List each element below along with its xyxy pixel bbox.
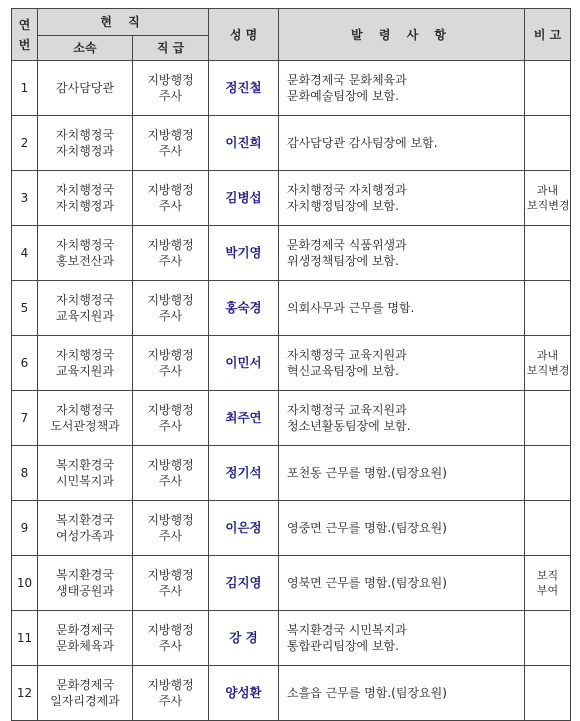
rank-line: 지방행정	[147, 238, 194, 252]
dept-line: 홍보전산과	[56, 254, 114, 268]
rank-line: 지방행정	[147, 623, 194, 637]
rank-line: 주사	[158, 584, 183, 598]
header-serial-no: 연번	[12, 9, 38, 61]
cell-serial-no: 3	[12, 171, 38, 226]
cell-serial-no: 5	[12, 281, 38, 336]
cell-appointment	[279, 611, 525, 666]
cell-note	[525, 611, 571, 666]
order-line: 청소년활동팀장에 보함.	[287, 419, 411, 433]
note-line: 과내	[536, 184, 559, 197]
cell-rank	[133, 666, 209, 721]
cell-serial-no: 10	[12, 556, 38, 611]
dept-line: 자치행정국	[56, 128, 114, 142]
dept-line: 복지환경국	[56, 513, 114, 527]
order-line: 혁신교육팀장에 보함.	[287, 364, 399, 378]
rank-line: 주사	[158, 199, 183, 213]
cell-appointment	[279, 556, 525, 611]
cell-note	[525, 116, 571, 171]
cell-serial-no: 1	[12, 61, 38, 116]
rank-line: 지방행정	[147, 73, 194, 87]
rank-line: 지방행정	[147, 293, 194, 307]
rank-line: 주사	[158, 639, 183, 653]
table-row	[12, 501, 571, 556]
cell-department	[38, 556, 133, 611]
header-rank: 직 급	[133, 36, 209, 61]
cell-department	[38, 446, 133, 501]
note-line: 보직	[536, 569, 559, 582]
cell-serial-no: 9	[12, 501, 38, 556]
rank-line: 지방행정	[147, 458, 194, 472]
cell-note	[525, 336, 571, 391]
cell-department	[38, 281, 133, 336]
cell-appointment	[279, 336, 525, 391]
rank-line: 지방행정	[147, 128, 194, 142]
dept-line: 시민복지과	[56, 474, 114, 488]
note-line: 보직변경	[527, 199, 570, 212]
rank-line: 지방행정	[147, 403, 194, 417]
cell-serial-no: 4	[12, 226, 38, 281]
dept-line: 복지환경국	[56, 568, 114, 582]
header-appointment: 발 령 사 항	[279, 9, 525, 61]
rank-line: 지방행정	[147, 513, 194, 527]
cell-note	[525, 391, 571, 446]
dept-line: 복지환경국	[56, 458, 114, 472]
cell-rank	[133, 501, 209, 556]
header-department: 소속	[38, 36, 133, 61]
note-line: 과내	[536, 349, 559, 362]
order-line: 자치행정국 교육지원과	[287, 403, 407, 417]
order-line: 소흘읍 근무를 명함.(팀장요원)	[287, 686, 447, 700]
cell-department	[38, 116, 133, 171]
cell-department	[38, 501, 133, 556]
table-body	[12, 61, 571, 721]
order-line: 자치행정국 교육지원과	[287, 348, 407, 362]
header-current-position: 현 직	[38, 9, 209, 36]
cell-rank	[133, 391, 209, 446]
cell-appointment	[279, 446, 525, 501]
order-line: 문화경제국 문화체육과	[287, 73, 407, 87]
cell-note	[525, 446, 571, 501]
rank-line: 주사	[158, 694, 183, 708]
cell-department	[38, 171, 133, 226]
cell-appointment	[279, 171, 525, 226]
cell-note	[525, 556, 571, 611]
table-row	[12, 611, 571, 666]
dept-line: 문화체육과	[56, 639, 114, 653]
cell-serial-no: 7	[12, 391, 38, 446]
order-line: 의회사무과 근무를 명함.	[287, 301, 415, 315]
personnel-order-document	[11, 8, 571, 721]
table-row	[12, 116, 571, 171]
cell-rank	[133, 61, 209, 116]
personnel-order-table	[11, 8, 571, 721]
cell-department	[38, 391, 133, 446]
dept-line: 자치행정과	[56, 144, 114, 158]
table-row	[12, 556, 571, 611]
order-line: 영중면 근무를 명함.(팀장요원)	[287, 521, 447, 535]
dept-line: 도서관정책과	[50, 419, 120, 433]
rank-line: 지방행정	[147, 678, 194, 692]
dept-line: 생태공원과	[56, 584, 114, 598]
cell-department	[38, 611, 133, 666]
dept-line: 자치행정국	[56, 403, 114, 417]
cell-serial-no: 8	[12, 446, 38, 501]
cell-note	[525, 61, 571, 116]
dept-line: 자치행정국	[56, 293, 114, 307]
cell-name: 김지영	[209, 556, 279, 611]
cell-note	[525, 501, 571, 556]
cell-note	[525, 171, 571, 226]
dept-line: 문화경제국	[56, 678, 114, 692]
cell-rank	[133, 116, 209, 171]
cell-serial-no: 11	[12, 611, 38, 666]
cell-department	[38, 226, 133, 281]
cell-name: 이진희	[209, 116, 279, 171]
order-line: 위생정책팀장에 보함.	[287, 254, 399, 268]
cell-appointment	[279, 391, 525, 446]
cell-appointment	[279, 666, 525, 721]
cell-appointment	[279, 116, 525, 171]
rank-line: 주사	[158, 364, 183, 378]
table-row	[12, 391, 571, 446]
order-line: 영북면 근무를 명함.(팀장요원)	[287, 576, 447, 590]
cell-department	[38, 666, 133, 721]
cell-name: 강 경	[209, 611, 279, 666]
header-note: 비 고	[525, 9, 571, 61]
cell-note	[525, 226, 571, 281]
cell-serial-no: 12	[12, 666, 38, 721]
order-line: 자치행정국 자치행정과	[287, 183, 407, 197]
order-line: 통합관리팀장에 보함.	[287, 639, 399, 653]
cell-rank	[133, 611, 209, 666]
cell-name: 양성환	[209, 666, 279, 721]
cell-appointment	[279, 281, 525, 336]
dept-line: 감사담당관	[56, 81, 114, 95]
table-row	[12, 281, 571, 336]
cell-note	[525, 666, 571, 721]
table-header	[12, 9, 571, 61]
rank-line: 지방행정	[147, 568, 194, 582]
cell-department	[38, 336, 133, 391]
cell-name: 정기석	[209, 446, 279, 501]
order-line: 복지환경국 시민복지과	[287, 623, 407, 637]
cell-name: 이민서	[209, 336, 279, 391]
cell-name: 이은정	[209, 501, 279, 556]
cell-name: 김병섭	[209, 171, 279, 226]
dept-line: 자치행정과	[56, 199, 114, 213]
table-row	[12, 666, 571, 721]
dept-line: 교육지원과	[56, 364, 114, 378]
order-line: 자치행정팀장에 보함.	[287, 199, 399, 213]
rank-line: 주사	[158, 89, 183, 103]
order-line: 문화예술팀장에 보함.	[287, 89, 399, 103]
rank-line: 주사	[158, 254, 183, 268]
cell-note	[525, 281, 571, 336]
dept-line: 자치행정국	[56, 238, 114, 252]
rank-line: 지방행정	[147, 183, 194, 197]
cell-name: 박기영	[209, 226, 279, 281]
rank-line: 주사	[158, 144, 183, 158]
cell-serial-no: 2	[12, 116, 38, 171]
cell-department	[38, 61, 133, 116]
cell-name: 정진철	[209, 61, 279, 116]
cell-rank	[133, 556, 209, 611]
cell-name: 최주연	[209, 391, 279, 446]
header-name: 성 명	[209, 9, 279, 61]
order-line: 감사담당관 감사팀장에 보함.	[287, 136, 438, 150]
table-row	[12, 446, 571, 501]
table-row	[12, 336, 571, 391]
cell-rank	[133, 281, 209, 336]
cell-rank	[133, 171, 209, 226]
dept-line: 문화경제국	[56, 623, 114, 637]
dept-line: 자치행정국	[56, 348, 114, 362]
cell-appointment	[279, 226, 525, 281]
table-row	[12, 171, 571, 226]
cell-name: 홍숙경	[209, 281, 279, 336]
dept-line: 여성가족과	[56, 529, 114, 543]
rank-line: 지방행정	[147, 348, 194, 362]
order-line: 문화경제국 식품위생과	[287, 238, 407, 252]
rank-line: 주사	[158, 309, 183, 323]
cell-rank	[133, 336, 209, 391]
order-line: 포천동 근무를 명함.(팀장요원)	[287, 466, 447, 480]
table-row	[12, 226, 571, 281]
table-row	[12, 61, 571, 116]
cell-rank	[133, 446, 209, 501]
note-line: 보직변경	[527, 364, 570, 377]
cell-rank	[133, 226, 209, 281]
dept-line: 자치행정국	[56, 183, 114, 197]
rank-line: 주사	[158, 419, 183, 433]
cell-appointment	[279, 501, 525, 556]
dept-line: 교육지원과	[56, 309, 114, 323]
cell-appointment	[279, 61, 525, 116]
note-line: 부여	[536, 584, 559, 597]
dept-line: 일자리경제과	[50, 694, 120, 708]
cell-serial-no: 6	[12, 336, 38, 391]
rank-line: 주사	[158, 474, 183, 488]
rank-line: 주사	[158, 529, 183, 543]
